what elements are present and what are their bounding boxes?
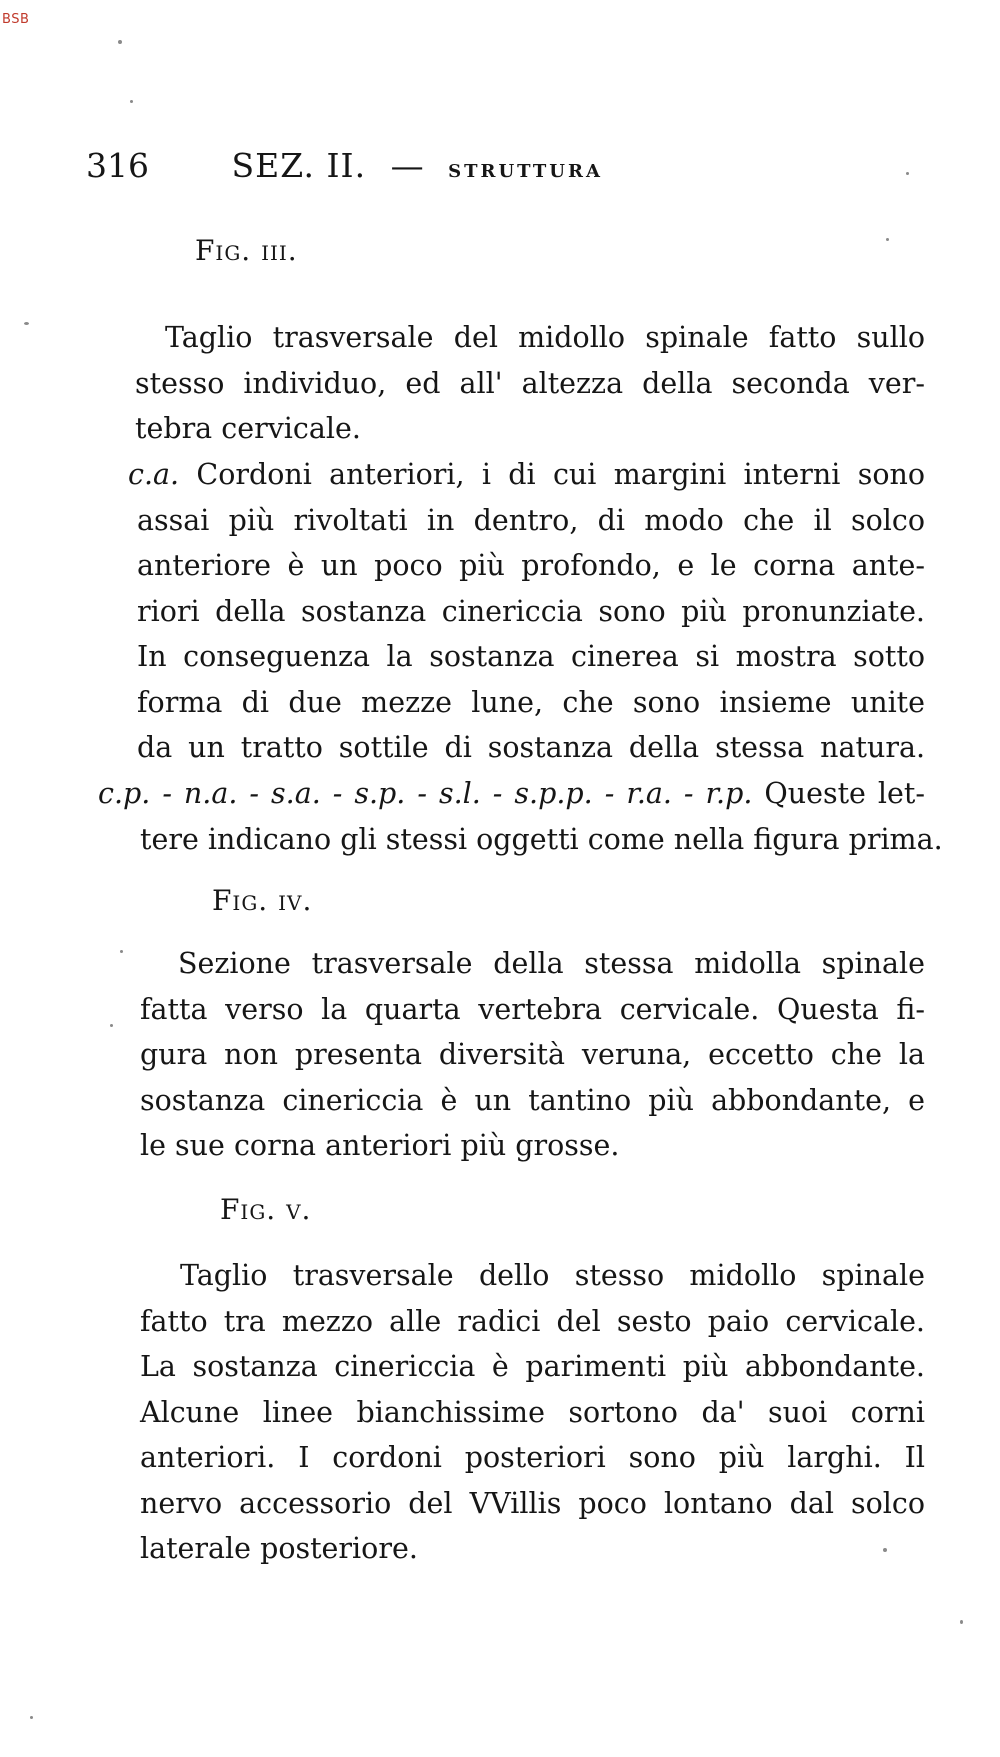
text-line: stesso individuo, ed all' altezza della seconda ver-: [135, 366, 925, 400]
text-line: forma di due mezze lune, che sono insieme unite: [137, 685, 925, 719]
text-line: Taglio trasversale del midollo spinale fatto sullo: [165, 321, 925, 354]
fig-v-description: [140, 1253, 925, 1572]
header-dash: —: [390, 146, 424, 185]
text-line: assai più rivoltati in dentro, di modo che il solco: [137, 503, 925, 537]
scan-speck: [960, 1620, 963, 1624]
text-line: Sezione trasversale della stessa midolla spinale: [178, 947, 925, 980]
text-line: le sue corna anteriori più grosse.: [140, 1129, 620, 1162]
text-line: sostanza cinericcia è un tantino più abbondante, e: [140, 1083, 925, 1117]
scan-speck: [24, 322, 29, 325]
scan-speck: [906, 172, 909, 175]
text-line: anteriori. I cordoni posteriori sono più larghi. Il: [140, 1441, 925, 1474]
scan-speck: [118, 40, 122, 44]
text-line: gura non presenta diversità veruna, eccetto che la: [140, 1038, 925, 1071]
scan-speck: [886, 238, 889, 241]
fig-iii-description: [135, 315, 925, 452]
text-line: anteriore è un poco più profondo, e le corna ante-: [137, 549, 925, 582]
scan-speck: [110, 1024, 113, 1027]
scan-speck: [883, 1548, 887, 1552]
text-line: La sostanza cinericcia è parimenti più abbondante.: [140, 1350, 925, 1383]
scan-speck: [30, 1716, 33, 1719]
text-line: c.p. - n.a. - s.a. - s.p. - s.l. - s.p.p. - r.a. - r.p. Queste let-: [98, 777, 925, 810]
fig-iii-legend: [98, 771, 943, 862]
scan-speck: [120, 950, 123, 953]
text-line: c.a. Cordoni anteriori, i di cui margini interni sono: [128, 458, 925, 491]
legend-labels: c.p. - n.a. - s.a. - s.p. - s.l. - s.p.p. - r.a. - r.p.: [98, 777, 753, 810]
fig-iii-heading: Fig. iii.: [195, 234, 298, 267]
text-line: da un tratto sottile di sostanza della stessa natura.: [137, 731, 925, 764]
fig-iv-description: [140, 941, 925, 1169]
text-line: Taglio trasversale dello stesso midollo spinale: [180, 1259, 925, 1292]
text-line: Alcune linee bianchissime sortono da' suoi corni: [140, 1395, 925, 1429]
fig-v-heading: Fig. v.: [220, 1193, 312, 1226]
fig-iv-heading: Fig. iv.: [212, 884, 313, 917]
text-line: laterale posteriore.: [140, 1532, 418, 1565]
scan-speck: [130, 100, 133, 103]
section-title: SEZ. II.: [231, 146, 367, 185]
text-line: tere indicano gli stessi oggetti come nella figura prima.: [140, 822, 943, 856]
subject-title: STRUTTURA: [448, 161, 603, 182]
fig-iii-note-anterior-cords: [128, 452, 925, 771]
text-line: riori della sostanza cinericcia sono più pronunziate.: [137, 594, 925, 628]
text-line: In conseguenza la sostanza cinerea si mostra sotto: [137, 640, 925, 673]
text-line: nervo accessorio del VVillis poco lontano dal solco: [140, 1486, 925, 1520]
text-line: tebra cervicale.: [135, 412, 361, 445]
text-line: fatta verso la quarta vertebra cervicale. Questa fi-: [140, 992, 925, 1026]
text-line: fatto tra mezzo alle radici del sesto paio cervicale.: [140, 1304, 925, 1338]
page-number: 316: [86, 146, 149, 185]
library-watermark: BSB: [2, 12, 30, 27]
figure-label: c.a.: [128, 458, 180, 491]
running-head: [86, 146, 886, 192]
